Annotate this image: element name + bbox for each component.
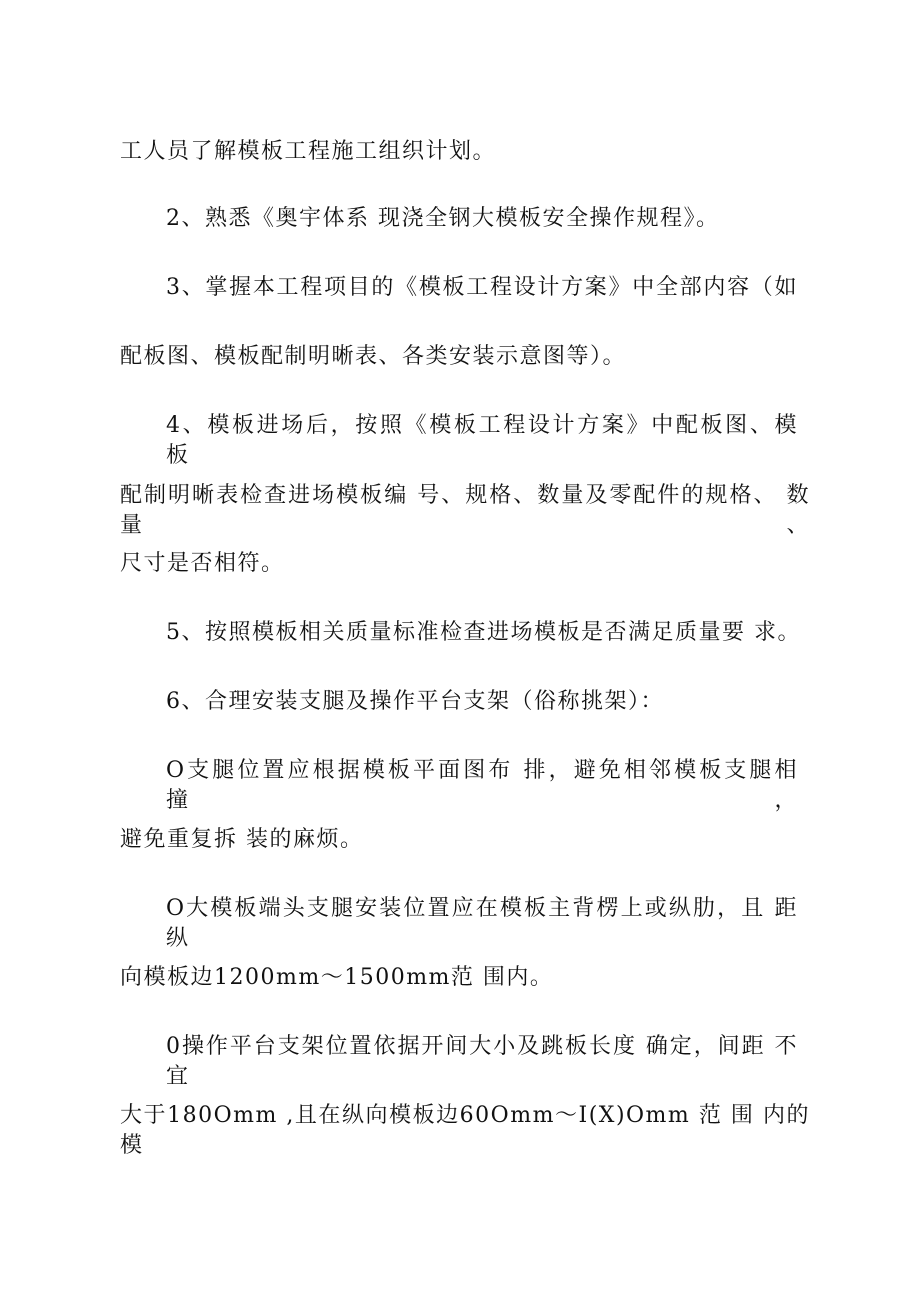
text-line: 4、模板进场后，按照《模板工程设计方案》中配板图、模 板 — [166, 413, 798, 468]
text-line: 向模板边1200mm～1500mm范 围内。 — [120, 965, 554, 990]
text-line: 配制明晰表检查进场模板编 号、规格、数量及零配件的规格、 数量、 — [120, 483, 810, 538]
text-line: 0操作平台支架位置依据开间大小及跳板长度 确定，间距 不宜 — [166, 1034, 798, 1089]
text-line: 3、掌握本工程项目的《模板工程设计方案》中全部内容（如 — [166, 275, 798, 300]
text-line: O大模板端头支腿安装位置应在模板主背楞上或纵肋，且 距纵 — [166, 896, 798, 951]
text-line: 尺寸是否相符。 — [120, 551, 285, 576]
text-line: 避免重复拆 装的麻烦。 — [120, 827, 364, 852]
text-line: 5、按照模板相关质量标准检查进场模板是否满足质量要 求。 — [166, 620, 801, 645]
text-line: 2、熟悉《奥宇体系 现浇全钢大模板安全操作规程》。 — [166, 206, 720, 231]
text-line: 6、合理安装支腿及操作平台支架（俗称挑架）： — [166, 689, 664, 714]
text-line: 配板图、模板配制明晰表、各类安装示意图等）。 — [120, 344, 627, 369]
text-line: O支腿位置应根据模板平面图布 排，避免相邻模板支腿相 撞， — [166, 758, 798, 813]
text-line: 大于180Omm ,且在纵向模板边60Omm～I(X)Omm 范 围 内的模 — [120, 1103, 810, 1158]
text-line: 工人员了解模板工程施工组织计划。 — [120, 139, 497, 164]
